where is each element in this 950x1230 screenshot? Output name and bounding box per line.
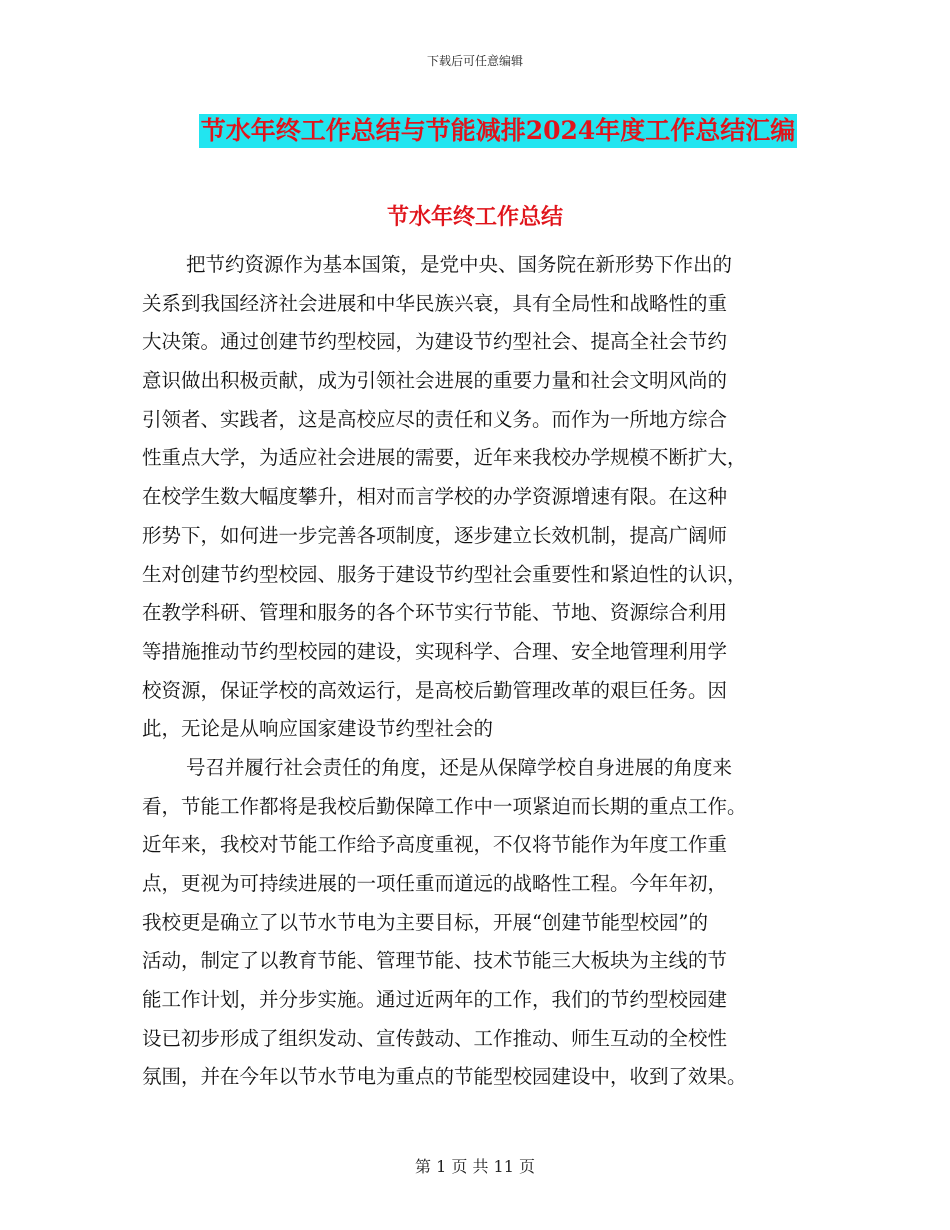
text-line: 性重点大学，为适应社会进展的需要，近年来我校办学规模不断扩大， [142,446,747,470]
text-line: 我校更是确立了以节水节电为主要目标，开展“创建节能型校园”的 [142,910,708,934]
text-line: 意识做出积极贡献，成为引领社会进展的重要力量和社会文明风尚的 [142,369,728,393]
body-text [142,246,812,1097]
section-title: 节水年终工作总结 [386,204,563,230]
text-line: 看，节能工作都将是我校后勤保障工作中一项紧迫而长期的重点工作。 [142,794,747,818]
text-line: 大决策。通过创建节约型校园，为建设节约型社会、提高全社会节约 [142,330,728,354]
document-title: 节水年终工作总结与节能减排2024年度工作总结汇编 [199,114,798,148]
text-line: 关系到我国经济社会进展和中华民族兴衰，具有全局性和战略性的重 [142,291,728,315]
text-line: 等措施推动节约型校园的建设，实现科学、合理、安全地管理利用学 [142,639,728,663]
text-line: 在教学科研、管理和服务的各个环节实行节能、节地、资源综合利用 [142,601,728,625]
text-line: 在校学生数大幅度攀升，相对而言学校的办学资源增速有限。在这种 [142,485,728,509]
text-line: 设已初步形成了组织发动、宣传鼓动、工作推动、师生互动的全校性 [142,1026,728,1050]
text-line: 活动，制定了以教育节能、管理节能、技术节能三大板块为主线的节 [142,949,728,973]
text-line: 氛围，并在今年以节水节电为重点的节能型校园建设中，收到了效果。 [142,1065,747,1089]
text-line: 引领者、实践者，这是高校应尽的责任和义务。而作为一所地方综合 [142,407,728,431]
page-header: 下载后可任意编辑 [426,54,523,68]
text-line: 点，更视为可持续进展的一项任重而道远的战略性工程。今年年初， [142,872,728,895]
text-line: 生对创建节约型校园、服务于建设节约型社会重要性和紧迫性的认识， [142,562,747,586]
text-line: 号召并履行社会责任的角度，还是从保障学校自身进展的角度来 [186,755,733,779]
text-line: 能工作计划，并分步实施。通过近两年的工作，我们的节约型校园建 [142,988,728,1012]
text-line: 近年来，我校对节能工作给予高度重视，不仅将节能作为年度工作重 [142,833,728,857]
text-line: 此，无论是从响应国家建设节约型社会的 [142,717,494,741]
text-line: 校资源，保证学校的高效运行，是高校后勤管理改革的艰巨任务。因 [142,678,728,702]
text-line: 形势下，如何进一步完善各项制度，逐步建立长效机制，提高广阔师 [142,523,728,547]
title-wrapper [0,114,950,148]
text-line: 把节约资源作为基本国策，是党中央、国务院在新形势下作出的 [186,253,733,276]
page-footer: 第 1 页 共 11 页 [415,1157,535,1176]
